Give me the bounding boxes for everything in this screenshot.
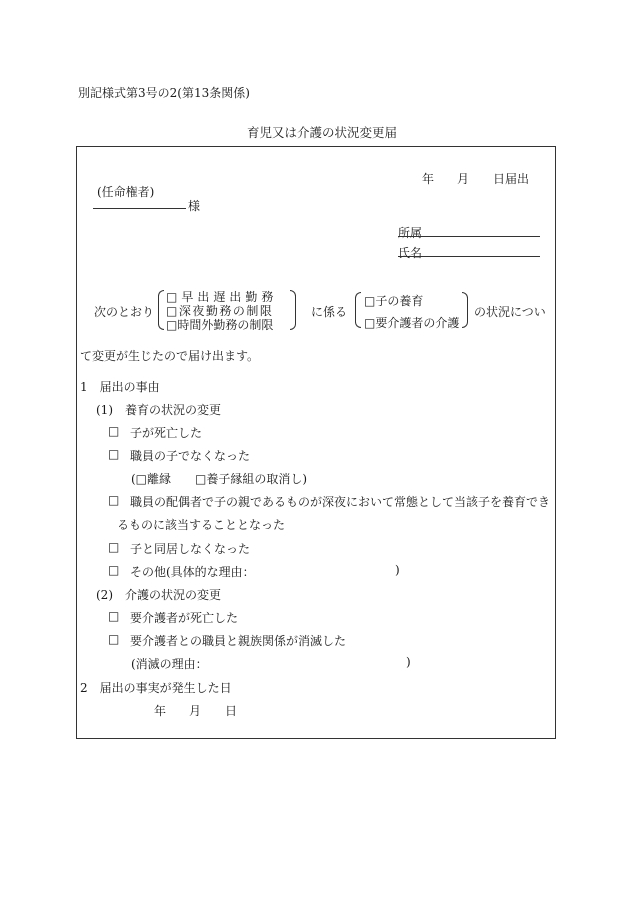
item-other-reason: その他(具体的な理由： — [130, 565, 255, 579]
date-month-label: 月 — [457, 172, 470, 186]
name-label: 氏名 — [398, 246, 423, 260]
date-day-submit-label: 日届出 — [493, 172, 530, 186]
checkbox-kinship-ended[interactable]: □ — [108, 632, 120, 646]
name-underline — [398, 256, 540, 257]
extinction-reason-close: ) — [406, 655, 411, 669]
addressee-honorific: 様 — [188, 199, 201, 213]
sentence-prefix: 次のとおり — [94, 305, 155, 319]
option-nursing-care[interactable]: □要介護者の介護 — [364, 316, 460, 330]
checkbox-no-cohabit[interactable]: □ — [108, 540, 120, 554]
checkbox-child-died[interactable]: □ — [108, 424, 120, 438]
affiliation-label: 所属 — [398, 226, 423, 240]
form-frame — [76, 146, 556, 739]
checkbox-other-reason[interactable]: □ — [108, 563, 120, 577]
item-kinship-ended: 要介護者との職員と親族関係が消滅した — [130, 634, 347, 648]
item-no-longer-child: 職員の子でなくなった — [130, 449, 251, 463]
item-dissolution-options[interactable]: (□離縁 □養子縁組の取消し) — [131, 472, 308, 486]
sub1-heading: (1) 養育の状況の変更 — [96, 403, 221, 417]
item-care-recipient-died: 要介護者が死亡した — [130, 611, 239, 625]
section2-heading: 2 届出の事実が発生した日 — [80, 681, 232, 695]
care-bracket-right — [462, 292, 468, 328]
extinction-reason-label: (消滅の理由： — [131, 657, 208, 671]
item-child-died: 子が死亡した — [130, 426, 203, 440]
item-spouse-can-rear: 職員の配偶者で子の親であるものが深夜において常態として当該子を養育でき — [130, 495, 551, 509]
checkbox-spouse-can-rear[interactable]: □ — [108, 493, 120, 507]
checkbox-care-recipient-died[interactable]: □ — [108, 609, 120, 623]
option-overtime-limit[interactable]: □時間外勤務の制限 — [166, 318, 274, 332]
option-late-night-limit[interactable]: □深夜勤務の制限 — [166, 304, 274, 318]
form-title: 育児又は介護の状況変更届 — [247, 125, 398, 140]
sub2-heading: (2) 介護の状況の変更 — [96, 588, 221, 602]
date-year-label: 年 — [422, 172, 435, 186]
occurrence-day-label: 日 — [225, 704, 238, 718]
sentence-suffix: の状況につい — [474, 305, 546, 319]
option-early-late-shift[interactable]: □早出遅出勤務 — [166, 290, 278, 304]
sentence-continuation: て変更が生じたので届け出ます。 — [80, 349, 260, 363]
occurrence-month-label: 月 — [189, 704, 202, 718]
sentence-connector: に係る — [311, 305, 348, 319]
other-reason-close: ) — [395, 563, 400, 577]
option-child-rearing[interactable]: □子の養育 — [364, 294, 424, 308]
form-reference: 別記様式第3号の2(第13条関係) — [78, 86, 250, 100]
checkbox-no-longer-child[interactable]: □ — [108, 447, 120, 461]
appointing-authority-label: (任命権者) — [97, 185, 155, 199]
options-bracket-left — [158, 290, 164, 330]
affiliation-underline — [398, 236, 540, 237]
care-bracket-left — [355, 292, 361, 328]
occurrence-year-label: 年 — [154, 704, 167, 718]
options-bracket-right — [290, 290, 296, 330]
section1-heading: 1 届出の事由 — [80, 380, 160, 394]
addressee-underline — [93, 208, 186, 209]
item-spouse-can-rear-cont: るものに該当することとなった — [117, 518, 286, 532]
item-no-cohabit: 子と同居しなくなった — [130, 542, 251, 556]
